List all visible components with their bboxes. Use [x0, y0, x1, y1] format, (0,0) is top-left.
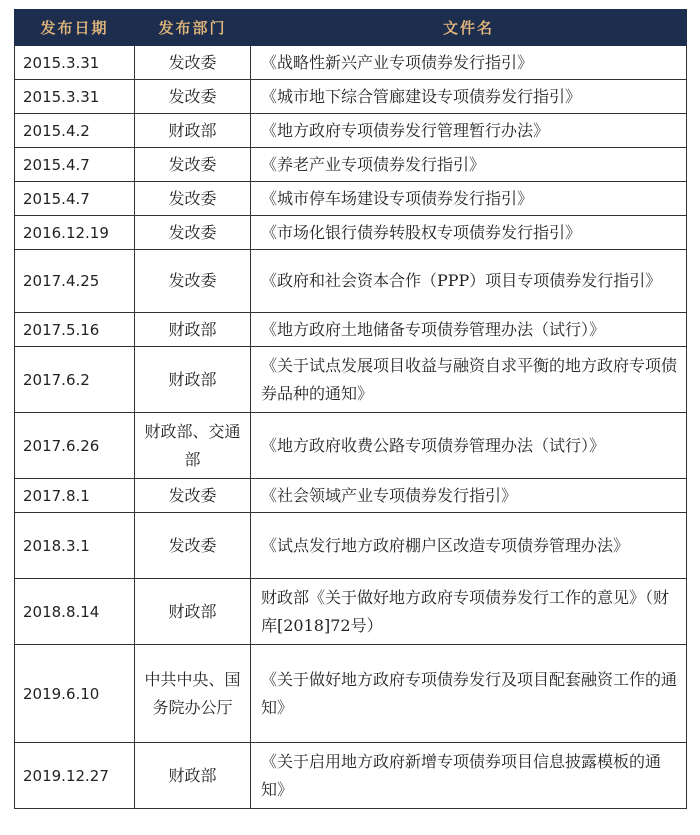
dept-cell: 发改委	[135, 46, 251, 80]
name-cell: 财政部《关于做好地方政府专项债券发行工作的意见》（财库[2018]72号）	[251, 579, 687, 645]
date-cell: 2017.6.2	[15, 347, 135, 413]
date-cell: 2016.12.19	[15, 216, 135, 250]
table-row	[15, 182, 687, 216]
dept-cell: 财政部	[135, 579, 251, 645]
table-row	[15, 347, 687, 413]
name-cell: 《养老产业专项债券发行指引》	[251, 148, 687, 182]
name-cell: 《关于启用地方政府新增专项债券项目信息披露模板的通知》	[251, 743, 687, 809]
dept-cell: 发改委	[135, 479, 251, 513]
table-row	[15, 413, 687, 479]
table-row	[15, 216, 687, 250]
name-cell: 《关于试点发展项目收益与融资自求平衡的地方政府专项债券品种的通知》	[251, 347, 687, 413]
table-row	[15, 479, 687, 513]
table-row	[15, 46, 687, 80]
header-date: 发布日期	[15, 10, 135, 46]
header-dept: 发布部门	[135, 10, 251, 46]
dept-cell: 财政部、交通部	[135, 413, 251, 479]
table-row	[15, 313, 687, 347]
date-cell: 2017.6.26	[15, 413, 135, 479]
name-cell: 《城市地下综合管廊建设专项债券发行指引》	[251, 80, 687, 114]
dept-cell: 发改委	[135, 148, 251, 182]
table-row	[15, 513, 687, 579]
date-cell: 2015.3.31	[15, 80, 135, 114]
dept-cell: 财政部	[135, 347, 251, 413]
date-cell: 2019.6.10	[15, 645, 135, 743]
name-cell: 《试点发行地方政府棚户区改造专项债券管理办法》	[251, 513, 687, 579]
date-cell: 2015.3.31	[15, 46, 135, 80]
table-row	[15, 579, 687, 645]
name-cell: 《战略性新兴产业专项债券发行指引》	[251, 46, 687, 80]
date-cell: 2018.3.1	[15, 513, 135, 579]
date-cell: 2018.8.14	[15, 579, 135, 645]
dept-cell: 财政部	[135, 743, 251, 809]
table-row	[15, 80, 687, 114]
name-cell: 《地方政府收费公路专项债券管理办法（试行）》	[251, 413, 687, 479]
header-row	[15, 10, 687, 46]
name-cell: 《地方政府土地储备专项债券管理办法（试行）》	[251, 313, 687, 347]
policy-table	[14, 9, 687, 809]
name-cell: 《市场化银行债券转股权专项债券发行指引》	[251, 216, 687, 250]
dept-cell: 发改委	[135, 250, 251, 313]
dept-cell: 发改委	[135, 80, 251, 114]
dept-cell: 财政部	[135, 114, 251, 148]
dept-cell: 发改委	[135, 513, 251, 579]
table-row	[15, 743, 687, 809]
date-cell: 2017.8.1	[15, 479, 135, 513]
table-row	[15, 148, 687, 182]
name-cell: 《地方政府专项债券发行管理暂行办法》	[251, 114, 687, 148]
name-cell: 《政府和社会资本合作（PPP）项目专项债券发行指引》	[251, 250, 687, 313]
dept-cell: 发改委	[135, 182, 251, 216]
date-cell: 2019.12.27	[15, 743, 135, 809]
dept-cell: 财政部	[135, 313, 251, 347]
name-cell: 《城市停车场建设专项债券发行指引》	[251, 182, 687, 216]
date-cell: 2017.4.25	[15, 250, 135, 313]
date-cell: 2015.4.7	[15, 182, 135, 216]
table-row	[15, 114, 687, 148]
table-row	[15, 250, 687, 313]
date-cell: 2015.4.2	[15, 114, 135, 148]
date-cell: 2017.5.16	[15, 313, 135, 347]
name-cell: 《关于做好地方政府专项债券发行及项目配套融资工作的通知》	[251, 645, 687, 743]
dept-cell: 发改委	[135, 216, 251, 250]
name-cell: 《社会领域产业专项债券发行指引》	[251, 479, 687, 513]
date-cell: 2015.4.7	[15, 148, 135, 182]
table-row	[15, 645, 687, 743]
header-name: 文件名	[251, 10, 687, 46]
dept-cell: 中共中央、国务院办公厅	[135, 645, 251, 743]
